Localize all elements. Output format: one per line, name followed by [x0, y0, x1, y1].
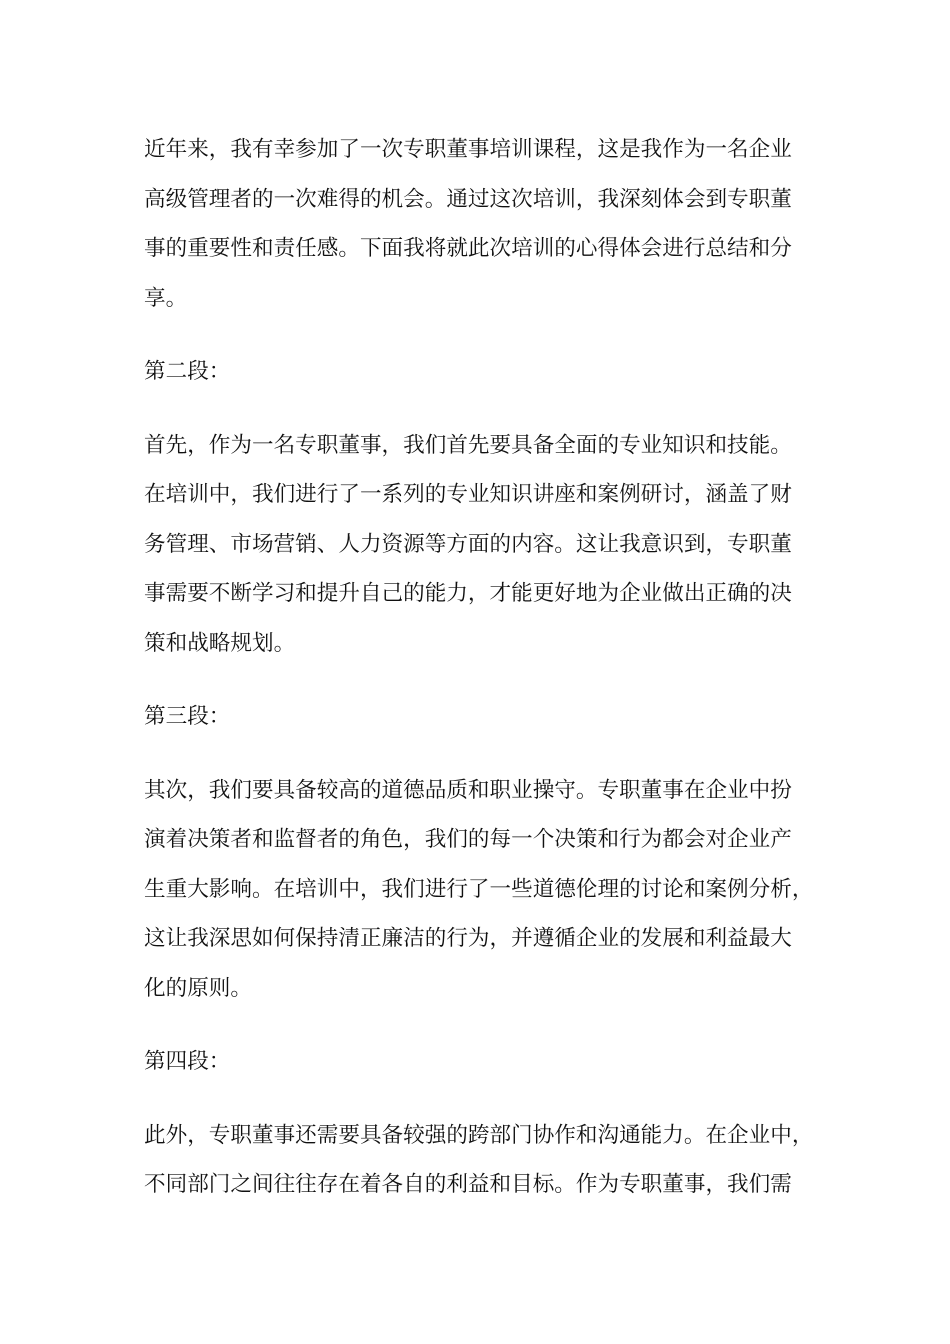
paragraph-line: 演着决策者和监督者的角色，我们的每一个决策和行为都会对企业产 [144, 827, 792, 852]
paragraph-section-3 [144, 766, 950, 1014]
paragraph-line: 享。 [144, 285, 188, 311]
paragraph-line: 在培训中，我们进行了一系列的专业知识讲座和案例研讨，涵盖了财 [144, 482, 792, 507]
section-heading-2 [144, 347, 950, 397]
paragraph-line: 这让我深思如何保持清正廉洁的行为，并遵循企业的发展和利益最大 [144, 926, 792, 951]
paragraph-line: 不同部门之间往往存在着各自的利益和目标。作为专职董事，我们需 [144, 1172, 792, 1197]
paragraph-line: 务管理、市场营销、人力资源等方面的内容。这让我意识到，专职董 [144, 531, 792, 557]
paragraph-line: 首先，作为一名专职董事，我们首先要具备全面的专业知识和技能。 [144, 432, 792, 458]
paragraph-line: 其次，我们要具备较高的道德品质和职业操守。专职董事在企业中扮 [144, 777, 792, 803]
paragraph-section-4 [144, 1111, 950, 1210]
paragraph-intro [144, 125, 950, 323]
paragraph-line: 化的原则。 [144, 975, 252, 1001]
paragraph-line: 事需要不断学习和提升自己的能力，才能更好地为企业做出正确的决 [144, 581, 792, 606]
paragraph-line: 事的重要性和责任感。下面我将就此次培训的心得体会进行总结和分 [144, 236, 792, 261]
section-heading-text: 第三段： [144, 704, 231, 729]
paragraph-section-2 [144, 421, 950, 669]
paragraph-line: 生重大影响。在培训中，我们进行了一些道德伦理的讨论和案例分析， [144, 876, 814, 902]
paragraph-line: 此外，专职董事还需要具备较强的跨部门协作和沟通能力。在企业中， [144, 1122, 814, 1148]
section-heading-text: 第四段： [144, 1049, 231, 1074]
paragraph-line: 高级管理者的一次难得的机会。通过这次培训，我深刻体会到专职董 [144, 186, 792, 212]
section-heading-4 [144, 1037, 950, 1087]
paragraph-line: 策和战略规划。 [144, 630, 296, 656]
section-heading-3 [144, 692, 950, 742]
section-heading-text: 第二段： [144, 359, 231, 384]
paragraph-line: 近年来，我有幸参加了一次专职董事培训课程，这是我作为一名企业 [144, 137, 792, 162]
